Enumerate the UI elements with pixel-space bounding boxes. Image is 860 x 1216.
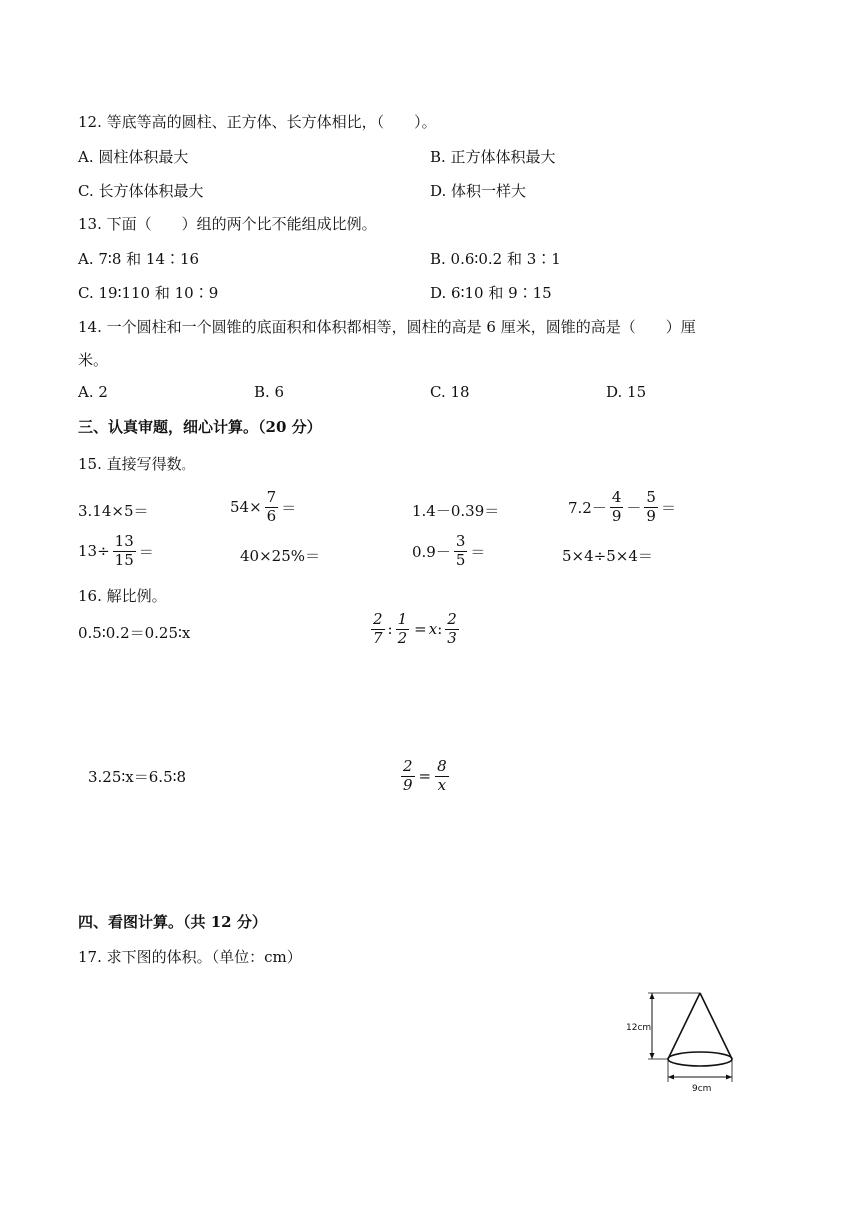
q12-option-c: C. 长方体体积最大 [78, 182, 204, 200]
q15-r2c3 [412, 534, 485, 569]
q15-r1c4-den2: 9 [646, 506, 656, 525]
q15-r1c4-num2: 5 [646, 488, 656, 506]
q12-stem: 12. 等底等高的圆柱、正方体、长方体相比，（ ）。 [78, 113, 437, 131]
q15-r2c1-num: 13 [114, 532, 134, 550]
q15-r2c3-den: 5 [455, 550, 466, 569]
q15-r2c4: 5×4÷5×4＝ [562, 547, 653, 565]
q16-eq4-frac-b [435, 759, 449, 794]
q15-r1c2-num: 7 [266, 488, 277, 506]
cone-left-side [668, 993, 700, 1059]
q13-option-c: C. 19∶110 和 10∶9 [78, 284, 219, 302]
q15-r2c3-fraction [454, 534, 468, 569]
q16-eq4-a-den: 9 [403, 775, 413, 794]
q15-r2c1 [78, 534, 154, 569]
q16-eq2-frac-c [445, 612, 459, 647]
q12-option-a: A. 圆柱体积最大 [78, 148, 189, 166]
q15-r1c4-mid: － [626, 498, 642, 517]
q15-r2c3-num: 3 [455, 532, 466, 550]
q16-eq2-b-den: 2 [397, 628, 408, 647]
q16-eq2-equals: = [414, 620, 427, 639]
q15-r1c2 [230, 490, 296, 525]
q15-r1c2-fraction [265, 490, 279, 525]
q12-option-b: B. 正方体体积最大 [430, 148, 556, 166]
q16-eq2-colon-2: : [437, 620, 443, 639]
q15-r1c4-fraction-1 [610, 490, 624, 525]
diameter-arrow-right [726, 1075, 732, 1080]
q14-option-b: B. 6 [254, 383, 285, 401]
diameter-arrow-left [668, 1075, 674, 1080]
q15-stem-text: 15. 直接写得数 [78, 455, 182, 473]
q15-r2c3-post: ＝ [470, 542, 486, 561]
q15-r2c1-pre: 13÷ [78, 542, 110, 561]
section-3-title: 三、认真审题，细心计算。（20 分） [78, 418, 322, 436]
q15-r1c4-pre: 7.2－ [568, 498, 607, 517]
q16-stem: 16. 解比例。 [78, 587, 167, 605]
height-label: 12cm [626, 1023, 652, 1033]
q13-option-b: B. 0.6∶0.2 和 3∶1 [430, 250, 561, 268]
q15-r1c2-pre: 54× [230, 498, 262, 517]
q15-r1c2-den: 6 [266, 506, 277, 525]
q15-stem-mark: 。 [181, 459, 193, 472]
q14-option-d: D. 15 [606, 383, 647, 401]
q15-r2c2: 40×25%＝ [240, 547, 320, 565]
q16-eq4-b-den: x [437, 775, 447, 794]
q16-eq4-equals: = [418, 767, 432, 786]
q16-eq2-a-den: 7 [373, 628, 383, 647]
q14-option-a: A. 2 [78, 383, 108, 401]
q15-r1c4-fraction-2 [644, 490, 658, 525]
q15-r2c1-den: 15 [114, 550, 134, 569]
cone-figure [620, 985, 750, 1095]
q16-eq2-x: x [428, 620, 438, 639]
q16-eq2-a-num: 2 [373, 610, 383, 628]
section-4-title: 四、看图计算。（共 12 分） [78, 913, 267, 931]
cone-right-side [700, 993, 732, 1059]
q15-r1c4 [568, 490, 676, 525]
q16-eq2-frac-a [371, 612, 385, 647]
q16-eq3: 3.25∶x＝6.5∶8 [88, 768, 187, 786]
height-arrow-bottom [650, 1053, 655, 1059]
q14-stem-line2: 米。 [78, 351, 109, 369]
q17-stem: 17. 求下图的体积。（单位：cm） [78, 948, 302, 966]
q15-stem [78, 453, 193, 474]
q16-eq4 [398, 759, 452, 794]
diameter-label: 9cm [692, 1084, 712, 1094]
cone-base-ellipse [668, 1052, 732, 1066]
q16-eq2-b-num: 1 [397, 610, 408, 628]
q15-r1c2-post: ＝ [281, 498, 297, 517]
q15-r1c4-num1: 4 [611, 488, 622, 506]
height-arrow-top [650, 993, 655, 999]
q13-option-d: D. 6∶10 和 9∶15 [430, 284, 552, 302]
q16-eq2-c-num: 2 [447, 610, 457, 628]
q13-stem: 13. 下面（ ）组的两个比不能组成比例。 [78, 215, 377, 233]
q14-stem-line1: 14. 一个圆柱和一个圆锥的底面积和体积都相等，圆柱的高是 6 厘米，圆锥的高是（ ）厘 [78, 318, 696, 336]
q16-eq2-frac-b [396, 612, 410, 647]
q15-r1c3: 1.4－0.39＝ [412, 502, 500, 520]
q15-r1c4-den1: 9 [611, 506, 622, 525]
q14-option-c: C. 18 [430, 383, 470, 401]
q16-eq2-colon-1: : [387, 620, 393, 639]
q16-eq2-c-den: 3 [447, 628, 457, 647]
q16-eq1: 0.5∶0.2＝0.25∶x [78, 624, 191, 642]
q15-r2c1-fraction [113, 534, 136, 569]
q15-r2c3-pre: 0.9－ [412, 542, 451, 561]
q16-eq4-frac-a [401, 759, 415, 794]
q16-eq2 [368, 612, 462, 647]
q15-r2c1-post: ＝ [138, 542, 154, 561]
q16-eq4-a-num: 2 [403, 757, 413, 775]
q13-option-a: A. 7∶8 和 14∶16 [78, 250, 200, 268]
q15-r1c1: 3.14×5＝ [78, 502, 149, 520]
q16-eq4-b-num: 8 [437, 757, 447, 775]
q15-r1c4-post: ＝ [660, 498, 676, 517]
q12-option-d: D. 体积一样大 [430, 182, 527, 200]
